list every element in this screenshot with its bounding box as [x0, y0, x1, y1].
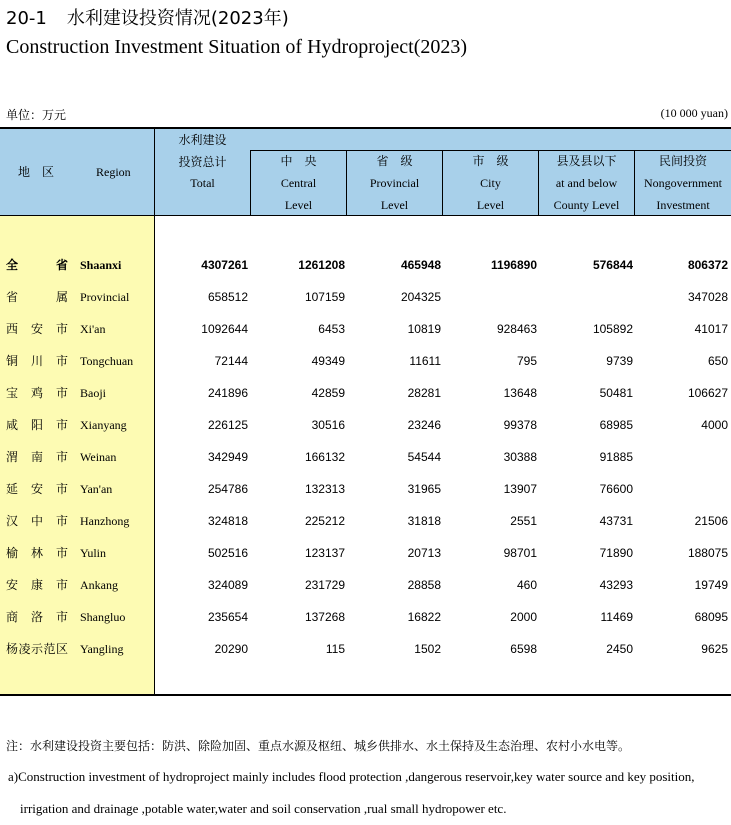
cell-city: 13648	[503, 386, 537, 400]
unit-en: (10 000 yuan)	[660, 106, 728, 120]
table-top-rule	[0, 127, 731, 129]
region-cn: 铜川市	[6, 354, 68, 368]
cell-nongov: 19749	[694, 578, 728, 592]
table-row	[0, 473, 731, 505]
region-en: Tongchuan	[80, 354, 134, 368]
cell-city: 99378	[503, 418, 537, 432]
cell-nongov: 106627	[687, 386, 728, 400]
header-total-en: Total	[190, 176, 215, 190]
cell-central: 137268	[304, 610, 345, 624]
table-row-shaanxi	[0, 249, 731, 281]
cell-nongov: 347028	[687, 290, 728, 304]
cell-provincial: 28858	[407, 578, 441, 592]
header-central-en2: Level	[284, 198, 313, 212]
region-en: Xianyang	[80, 418, 127, 432]
region-en: Provincial	[80, 290, 130, 304]
table-row	[0, 569, 731, 601]
region-cn: 安康市	[6, 578, 68, 592]
header-county-en1: at and below	[555, 176, 618, 190]
header-provincial-en1: Provincial	[369, 176, 420, 190]
header-nongov-cn: 民间投资	[658, 154, 707, 168]
footnote-cn: 注：水利建设投资主要包括：防洪、除险加固、重点水源及枢纽、城乡供排水、水土保持及生态治理、农村小水电等。	[6, 739, 631, 753]
cell-provincial: 11611	[409, 354, 441, 368]
cell-total: 1092644	[201, 322, 248, 336]
table-row	[0, 505, 731, 537]
cell-county: 43293	[599, 578, 633, 592]
region-en: Yan'an	[80, 482, 113, 496]
cell-provincial: 31965	[407, 482, 441, 496]
page-title-en: Construction Investment Situation of Hydroproject(2023)	[6, 36, 468, 58]
cell-central: 49349	[311, 354, 345, 368]
cell-county: 105892	[592, 322, 633, 336]
cell-central: 42859	[311, 386, 345, 400]
cell-city: 98701	[503, 546, 537, 560]
cell-provincial: 31818	[407, 514, 441, 528]
table-row	[0, 633, 731, 665]
region-en: Baoji	[80, 386, 106, 400]
unit-cn: 单位：万元	[6, 108, 67, 122]
cell-county: 43731	[599, 514, 633, 528]
table-row	[0, 281, 731, 313]
region-en: Hanzhong	[80, 514, 130, 528]
cell-city: 13907	[503, 482, 537, 496]
table-row	[0, 313, 731, 345]
cell-nongov: 4000	[701, 418, 728, 432]
cell-central: 231729	[304, 578, 345, 592]
region-cn: 汉中市	[6, 514, 68, 528]
table-row	[0, 601, 731, 633]
cell-central: 6453	[318, 322, 345, 336]
region-cn: 延安市	[6, 482, 68, 496]
cell-nongov: 41017	[694, 322, 728, 336]
cell-provincial: 20713	[407, 546, 441, 560]
cell-nongov: 21506	[694, 514, 728, 528]
region-en: Weinan	[80, 450, 117, 464]
cell-nongov: 188075	[687, 546, 728, 560]
cell-total: 658512	[207, 290, 248, 304]
header-nongov-en2: Investment	[656, 198, 710, 212]
cell-county: 2450	[606, 642, 633, 656]
cell-county: 11469	[600, 610, 633, 624]
region-cn: 西安市	[6, 322, 68, 336]
cell-nongov: 650	[707, 354, 728, 368]
cell-county: 68985	[599, 418, 633, 432]
cell-provincial: 204325	[400, 290, 441, 304]
cell-provincial: 1502	[414, 642, 441, 656]
region-en: Xi'an	[80, 322, 106, 336]
cell-nongov: 68095	[694, 610, 728, 624]
header-total-cn1: 水利建设	[178, 133, 227, 147]
table-row	[0, 537, 731, 569]
cell-total: 502516	[207, 546, 248, 560]
header-county-en2: County Level	[553, 198, 620, 212]
cell-total: 20290	[214, 642, 248, 656]
cell-central: 107159	[304, 290, 345, 304]
cell-total: 226125	[207, 418, 248, 432]
cell-city: 928463	[496, 322, 537, 336]
header-city-cn: 市 级	[472, 154, 509, 168]
region-en: Yulin	[80, 546, 107, 560]
header-city-en1: City	[480, 176, 501, 190]
header-provincial-en2: Level	[380, 198, 409, 212]
header-central-cn: 中 央	[280, 154, 317, 168]
table-row	[0, 441, 731, 473]
table-number: 20-1	[6, 8, 47, 29]
region-en: Shangluo	[80, 610, 126, 624]
cell-city: 2000	[510, 610, 537, 624]
region-cn: 渭南市	[6, 450, 68, 464]
title-cn-text: 水利建设投资情况(2023年)	[66, 8, 289, 29]
cell-central: 1261208	[298, 258, 345, 272]
footnote-en-line1: a)Construction investment of hydroproject mainly includes flood protection ,dangerous reservoir,key water source and key position,	[8, 769, 695, 784]
cell-county: 9739	[606, 354, 633, 368]
cell-provincial: 465948	[400, 258, 441, 272]
cell-central: 115	[325, 642, 345, 656]
cell-provincial: 16822	[407, 610, 441, 624]
cell-total: 324089	[207, 578, 248, 592]
cell-total: 72144	[214, 354, 248, 368]
cell-county: 50481	[599, 386, 633, 400]
region-cn: 商洛市	[6, 610, 68, 624]
cell-city: 1196890	[490, 258, 537, 272]
cell-city: 2551	[510, 514, 537, 528]
cell-total: 342949	[207, 450, 248, 464]
cell-city: 795	[516, 354, 537, 368]
cell-county: 76600	[599, 482, 633, 496]
cell-total: 241896	[207, 386, 248, 400]
cell-total: 254786	[207, 482, 248, 496]
footnote-en-line2: irrigation and drainage ,potable water,water and soil conservation ,rual small hydropower etc.	[20, 801, 507, 816]
cell-nongov: 9625	[701, 642, 728, 656]
table-bottom-rule	[0, 694, 731, 696]
cell-city: 460	[516, 578, 537, 592]
cell-total: 235654	[207, 610, 248, 624]
investment-table	[0, 127, 731, 696]
region-en: Shaanxi	[80, 258, 122, 272]
region-cn: 全 省	[6, 258, 68, 272]
header-region-cn: 地 区	[17, 165, 54, 179]
header-provincial-cn: 省 级	[376, 154, 413, 168]
region-cn: 宝鸡市	[6, 386, 68, 400]
cell-total: 324818	[207, 514, 248, 528]
region-cn: 榆林市	[6, 546, 68, 560]
table-row	[0, 345, 731, 377]
cell-total: 4307261	[201, 258, 248, 272]
header-city-en2: Level	[476, 198, 505, 212]
header-nongov-en1: Nongovernment	[644, 176, 722, 190]
region-en: Ankang	[80, 578, 118, 592]
header-region-en: Region	[96, 165, 131, 179]
header-total-cn2: 投资总计	[178, 155, 227, 169]
cell-provincial: 28281	[407, 386, 441, 400]
cell-provincial: 54544	[407, 450, 441, 464]
region-cn: 省 属	[6, 290, 68, 304]
cell-county: 71890	[599, 546, 633, 560]
table-row	[0, 377, 731, 409]
region-en: Yangling	[80, 642, 124, 656]
cell-county: 91885	[599, 450, 633, 464]
region-cn: 咸阳市	[6, 418, 68, 432]
cell-county: 576844	[592, 258, 633, 272]
region-cn: 杨凌示范区	[6, 642, 68, 656]
cell-central: 123137	[304, 546, 345, 560]
cell-nongov: 806372	[687, 258, 728, 272]
cell-central: 132313	[304, 482, 345, 496]
table-row	[0, 409, 731, 441]
cell-central: 166132	[304, 450, 345, 464]
cell-provincial: 23246	[407, 418, 441, 432]
cell-central: 30516	[311, 418, 345, 432]
header-county-cn: 县及县以下	[556, 154, 617, 168]
cell-city: 30388	[503, 450, 537, 464]
page-title-cn	[6, 4, 289, 30]
header-central-en1: Central	[280, 176, 317, 190]
cell-provincial: 10819	[407, 322, 441, 336]
cell-central: 225212	[304, 514, 345, 528]
cell-city: 6598	[510, 642, 537, 656]
